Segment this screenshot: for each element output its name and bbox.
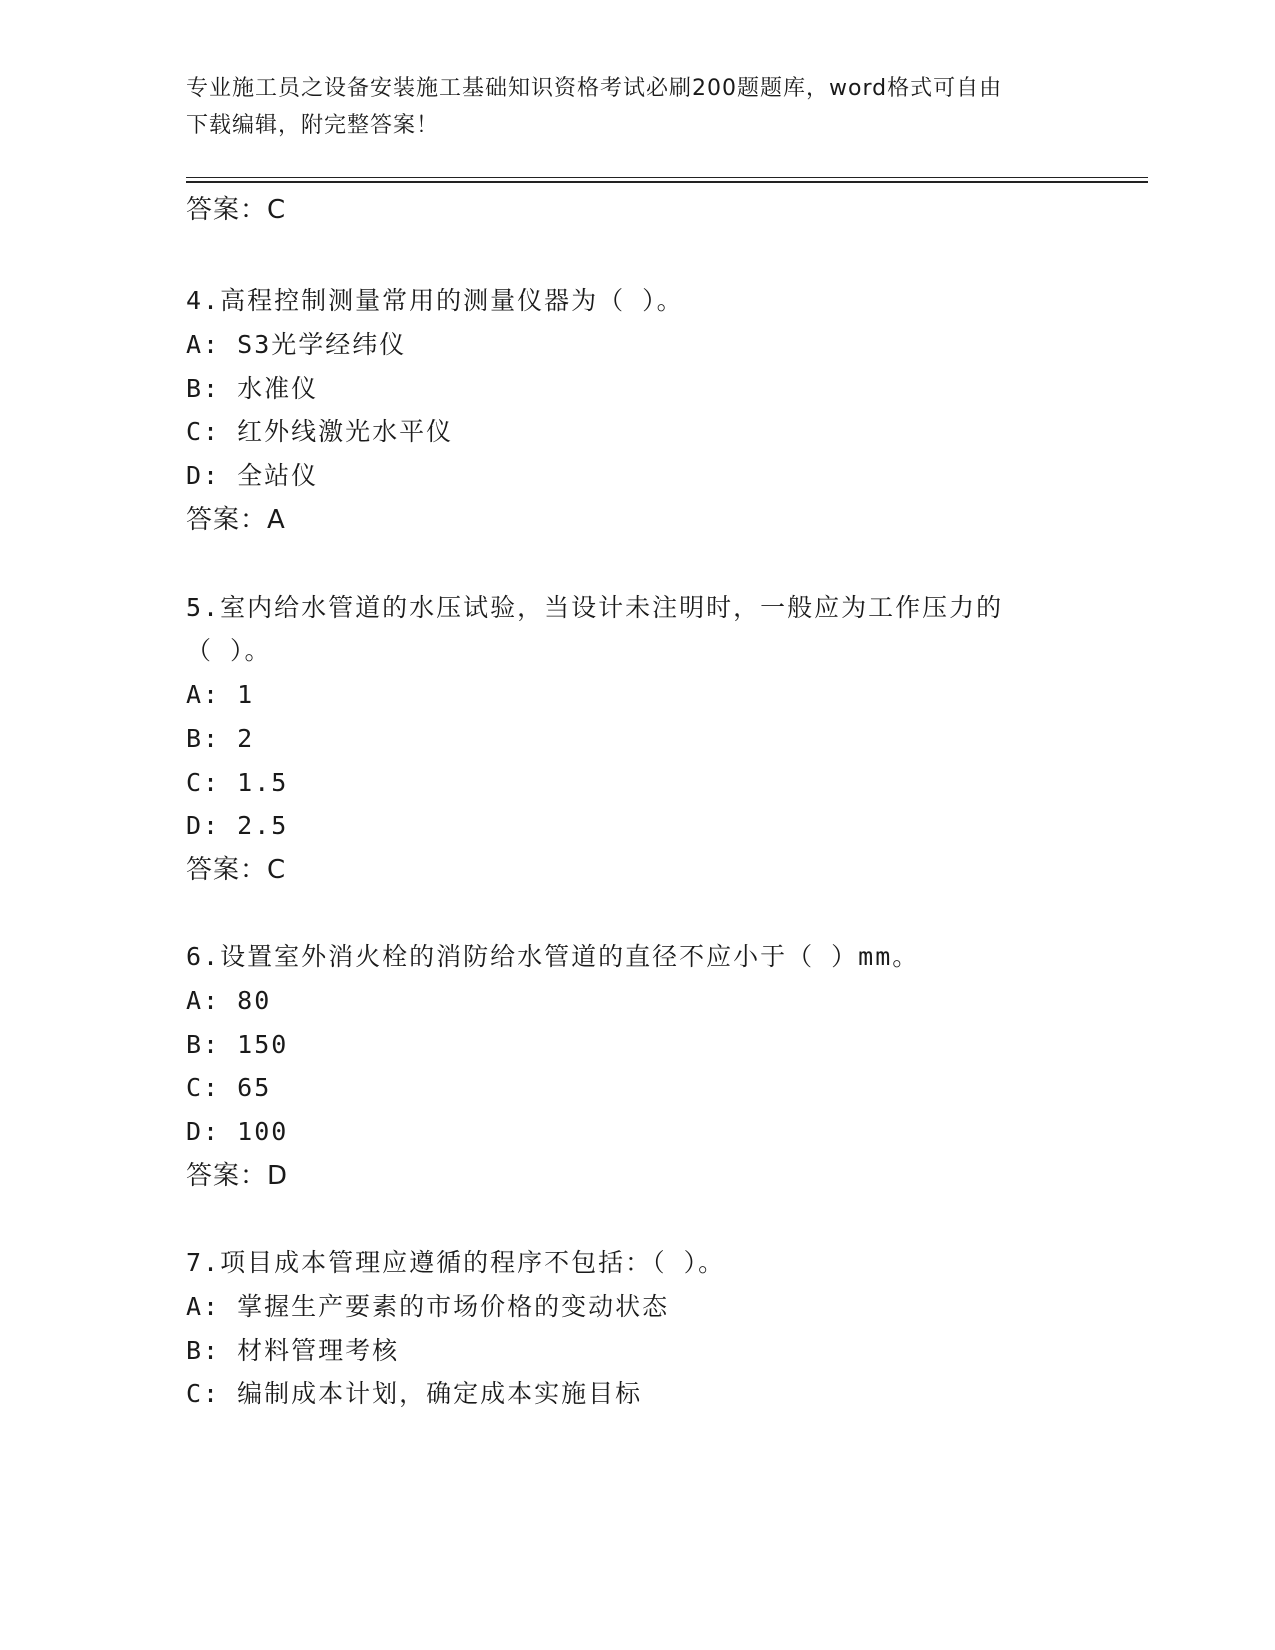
- question-6-option-b: B: 150: [186, 1030, 289, 1059]
- answer-q3: 答案：C: [186, 195, 287, 225]
- question-5-option-d: D: 2.5: [186, 811, 289, 840]
- question-5-stem-line-1: 5.室内给水管道的水压试验，当设计未注明时，一般应为工作压力的: [186, 593, 1004, 622]
- document-header: [186, 70, 1086, 144]
- question-7-option-b: B: 材料管理考核: [186, 1336, 400, 1365]
- question-4-option-b: B: 水准仪: [186, 374, 319, 403]
- question-5-option-a: A: 1: [186, 680, 255, 709]
- question-4-option-c: C: 红外线激光水平仪: [186, 417, 454, 446]
- header-divider-thin: [186, 177, 1148, 178]
- question-6-option-c: C: 65: [186, 1073, 272, 1102]
- question-6-option-a: A: 80: [186, 986, 272, 1015]
- header-line-1: 专业施工员之设备安装施工基础知识资格考试必刷200题题库，word格式可自由: [186, 76, 1003, 101]
- answer-q4: 答案：A: [186, 505, 286, 535]
- question-4-option-d: D: 全站仪: [186, 461, 319, 490]
- question-6-stem: 6.设置室外消火栓的消防给水管道的直径不应小于（ ）mm。: [186, 942, 920, 971]
- header-line-2: 下载编辑，附完整答案！: [186, 113, 440, 138]
- question-7-option-c: C: 编制成本计划，确定成本实施目标: [186, 1379, 643, 1408]
- question-4-stem: 4.高程控制测量常用的测量仪器为（ ）。: [186, 286, 684, 315]
- question-5-option-c: C: 1.5: [186, 768, 289, 797]
- question-7-stem: 7.项目成本管理应遵循的程序不包括：（ ）。: [186, 1248, 726, 1277]
- answer-q6: 答案：D: [186, 1161, 289, 1191]
- question-4-option-a: A: S3光学经纬仪: [186, 330, 407, 359]
- question-5-option-b: B: 2: [186, 724, 255, 753]
- question-7-option-a: A: 掌握生产要素的市场价格的变动状态: [186, 1292, 670, 1321]
- question-6-option-d: D: 100: [186, 1117, 289, 1146]
- header-divider-thick: [186, 181, 1148, 183]
- question-5-stem-line-2: （ ）。: [186, 636, 272, 665]
- answer-q5: 答案：C: [186, 855, 287, 885]
